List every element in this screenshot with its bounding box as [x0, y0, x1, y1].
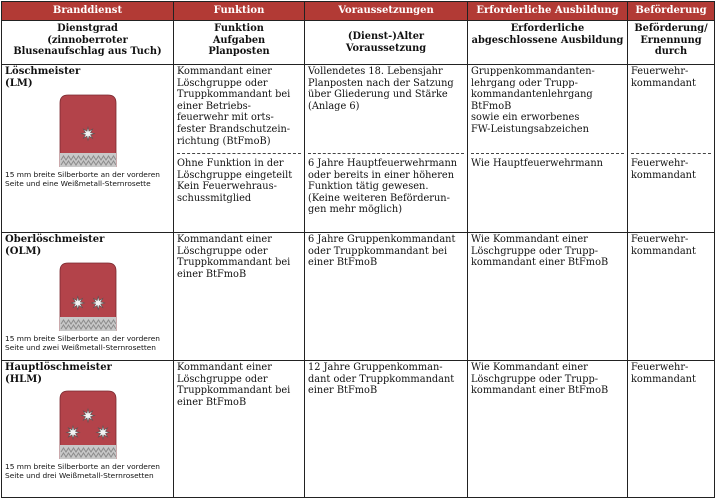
voraussetzung-text: [308, 66, 464, 147]
text-line: schussmitglied: [177, 192, 252, 204]
text-line: dant oder Truppkommandant: [308, 373, 455, 385]
subheader-dienstgrad: [2, 21, 174, 65]
text-line: Erforderliche: [510, 23, 585, 34]
text-line: Vollendetes 18. Lebensjahr: [308, 66, 443, 77]
befoerderung-cell: [628, 361, 715, 498]
text-line: Truppkommandant bei: [177, 385, 291, 397]
text-line: Feuerwehr-: [631, 158, 689, 169]
text-line: sowie ein erworbenes: [471, 112, 580, 124]
text-line: FW-Leistungsabzeichen: [471, 123, 589, 135]
subheader-funktion: [174, 21, 305, 65]
text-line: Blusenaufschlag aus Tuch): [13, 46, 162, 58]
rank-abbr: (OLM): [5, 245, 42, 257]
star-rosette-icon: [81, 127, 94, 140]
text-line: einer BtFmoB: [308, 385, 378, 397]
rank-cell: [2, 361, 174, 498]
ausbildung-text: [471, 234, 624, 269]
rank-badge-icon: [58, 261, 118, 331]
text-line: 6 Jahre Gruppenkommandant: [308, 234, 456, 245]
befoerderung-text: [631, 158, 711, 181]
text-line: Kommandant einer: [177, 66, 272, 77]
rank-name: Oberlöschmeister: [5, 234, 105, 245]
text-line: 12 Jahre Gruppenkomman-: [308, 362, 443, 373]
text-line: Ernennung: [640, 34, 702, 46]
voraussetzung-text: [308, 158, 464, 216]
text-line: Wie Hauptfeuerwehrmann: [471, 158, 603, 169]
ausbildung-cell: [468, 361, 628, 498]
voraussetzung-text: [308, 362, 464, 397]
text-line: kommandant einer BtFmoB: [471, 257, 609, 269]
badge-caption: 15 mm breite Silberborte an der vorderen Seite und drei Weißmetall-Sternrosetten: [5, 461, 160, 480]
dashed-divider: [631, 153, 711, 154]
ausbildung-text: [471, 362, 624, 397]
text-line: fester Brandschutzein-: [177, 123, 291, 135]
text-line: Löschgruppe oder: [177, 77, 268, 89]
text-line: einer BtFmoB: [308, 257, 378, 269]
text-line: Kein Feuerwehraus-: [177, 181, 277, 193]
header-ausbildung: Erforderliche Ausbildung: [468, 2, 628, 21]
subheader-row: [2, 21, 715, 65]
rank-cell: [2, 233, 174, 361]
header-row: [2, 2, 715, 21]
text-line: Wie Kommandant einer: [471, 362, 588, 373]
text-line: richtung (BtFmoB): [177, 135, 271, 147]
text-line: (Keine weiteren Beförderun-: [308, 192, 450, 204]
silver-border: [60, 445, 116, 459]
voraussetzung-text: [308, 234, 464, 269]
ausbildung-text: [471, 158, 624, 170]
befoerderung-text: [631, 234, 711, 257]
text-line: (zinnoberroter: [47, 34, 128, 46]
rank-abbr: (HLM): [5, 373, 43, 385]
dashed-divider: [177, 153, 301, 154]
star-rosette-icon: [81, 409, 94, 422]
text-line: Löschgruppe oder Trupp-: [471, 373, 599, 385]
text-line: Löschgruppe eingeteilt: [177, 169, 293, 181]
text-line: einer Betriebs-: [177, 100, 251, 112]
text-line: kommandant: [631, 169, 696, 181]
silver-border: [60, 153, 116, 167]
funktion-text: [177, 362, 301, 408]
rank-name: Hauptlöschmeister: [5, 362, 112, 373]
text-line: gen mehr möglich): [308, 204, 403, 216]
text-line: Feuerwehr-: [631, 234, 689, 245]
header-voraussetzungen: Voraussetzungen: [305, 2, 468, 21]
text-line: (Dienst-)Alter: [347, 31, 425, 43]
table-row-hauptloeschmeister: [2, 361, 715, 498]
text-line: einer BtFmoB: [177, 268, 247, 280]
star-rosette-icon: [71, 296, 84, 309]
subheader-ausbildung: [468, 21, 628, 65]
text-line: Löschgruppe oder: [177, 245, 268, 257]
text-line: Funktion: [214, 23, 264, 34]
rank-cell: [2, 65, 174, 233]
text-line: einer BtFmoB: [177, 396, 247, 408]
ausbildung-text: [471, 66, 624, 147]
header-befoerderung: Beförderung: [628, 2, 715, 21]
text-line: Kommandant einer: [177, 362, 272, 373]
dashed-divider: [308, 153, 464, 154]
text-line: über Gliederung und Stärke: [308, 89, 448, 101]
funktion-cell: [174, 65, 305, 233]
text-line: kommandant: [631, 245, 696, 257]
header-funktion: Funktion: [174, 2, 305, 21]
text-line: kommandant: [631, 77, 696, 89]
text-line: Gruppenkommandanten-: [471, 66, 595, 77]
star-rosette-icon: [91, 296, 104, 309]
text-line: (Anlage 6): [308, 100, 360, 112]
text-line: kommandant: [631, 373, 696, 385]
befoerderung-text: [631, 66, 711, 147]
text-line: Planposten: [208, 46, 270, 58]
text-line: kommandantenlehrgang BtFmoB: [471, 89, 593, 112]
befoerderung-text: [631, 362, 711, 385]
text-line: Feuerwehr-: [631, 66, 689, 77]
text-line: Beförderung/: [634, 23, 708, 34]
text-line: lehrgang oder Trupp-: [471, 77, 578, 89]
text-line: Ohne Funktion in der: [177, 158, 284, 170]
text-line: Wie Kommandant einer: [471, 234, 588, 245]
text-line: Löschgruppe oder: [177, 373, 268, 385]
text-line: Funktion tätig gewesen.: [308, 181, 429, 193]
dashed-divider: [471, 153, 624, 154]
text-line: kommandant einer BtFmoB: [471, 385, 609, 397]
voraussetzung-cell: [305, 233, 468, 361]
badge-caption: 15 mm breite Silberborte an der vorderen Seite und eine Weißmetall-Sternrosette: [5, 169, 160, 188]
voraussetzung-cell: [305, 65, 468, 233]
text-line: Voraussetzung: [345, 43, 427, 54]
text-line: feuerwehr mit orts-: [177, 112, 274, 124]
rank-table: [1, 1, 715, 498]
star-rosette-icon: [66, 425, 79, 438]
befoerderung-cell: [628, 65, 715, 233]
ausbildung-cell: [468, 65, 628, 233]
text-line: durch: [654, 46, 688, 58]
funktion-text: [177, 158, 301, 204]
funktion-cell: [174, 233, 305, 361]
table-row-oberloeschmeister: [2, 233, 715, 361]
funktion-text: [177, 234, 301, 280]
rank-badge-icon: [58, 93, 118, 167]
befoerderung-cell: [628, 233, 715, 361]
ausbildung-cell: [468, 233, 628, 361]
text-line: Truppkommandant bei: [177, 257, 291, 269]
funktion-text: [177, 66, 301, 147]
text-line: oder bereits in einer höheren: [308, 169, 455, 181]
text-line: Kommandant einer: [177, 234, 272, 245]
text-line: Truppkommandant bei: [177, 89, 291, 101]
badge-caption: 15 mm breite Silberborte an der vorderen Seite und zwei Weißmetall-Sternrosetten: [5, 333, 160, 352]
text-line: 6 Jahre Hauptfeuerwehrmann: [308, 158, 458, 169]
silver-border: [60, 317, 116, 331]
star-rosette-icon: [96, 425, 109, 438]
subheader-befoerderung: [628, 21, 715, 65]
text-line: Dienstgrad: [57, 23, 118, 34]
rank-abbr: (LM): [5, 77, 33, 89]
text-line: Feuerwehr-: [631, 362, 689, 373]
text-line: oder Truppkommandant bei: [308, 245, 448, 257]
voraussetzung-cell: [305, 361, 468, 498]
subheader-alter: [305, 21, 468, 65]
text-line: Aufgaben: [212, 34, 266, 46]
text-line: Planposten nach der Satzung: [308, 77, 454, 89]
text-line: abgeschlossene Ausbildung: [471, 34, 624, 46]
rank-badge-icon: [58, 389, 118, 459]
funktion-cell: [174, 361, 305, 498]
header-branddienst: Branddienst: [2, 2, 174, 21]
rank-name: Löschmeister: [5, 66, 81, 77]
text-line: Löschgruppe oder Trupp-: [471, 245, 599, 257]
table-row-loeschmeister: [2, 65, 715, 233]
